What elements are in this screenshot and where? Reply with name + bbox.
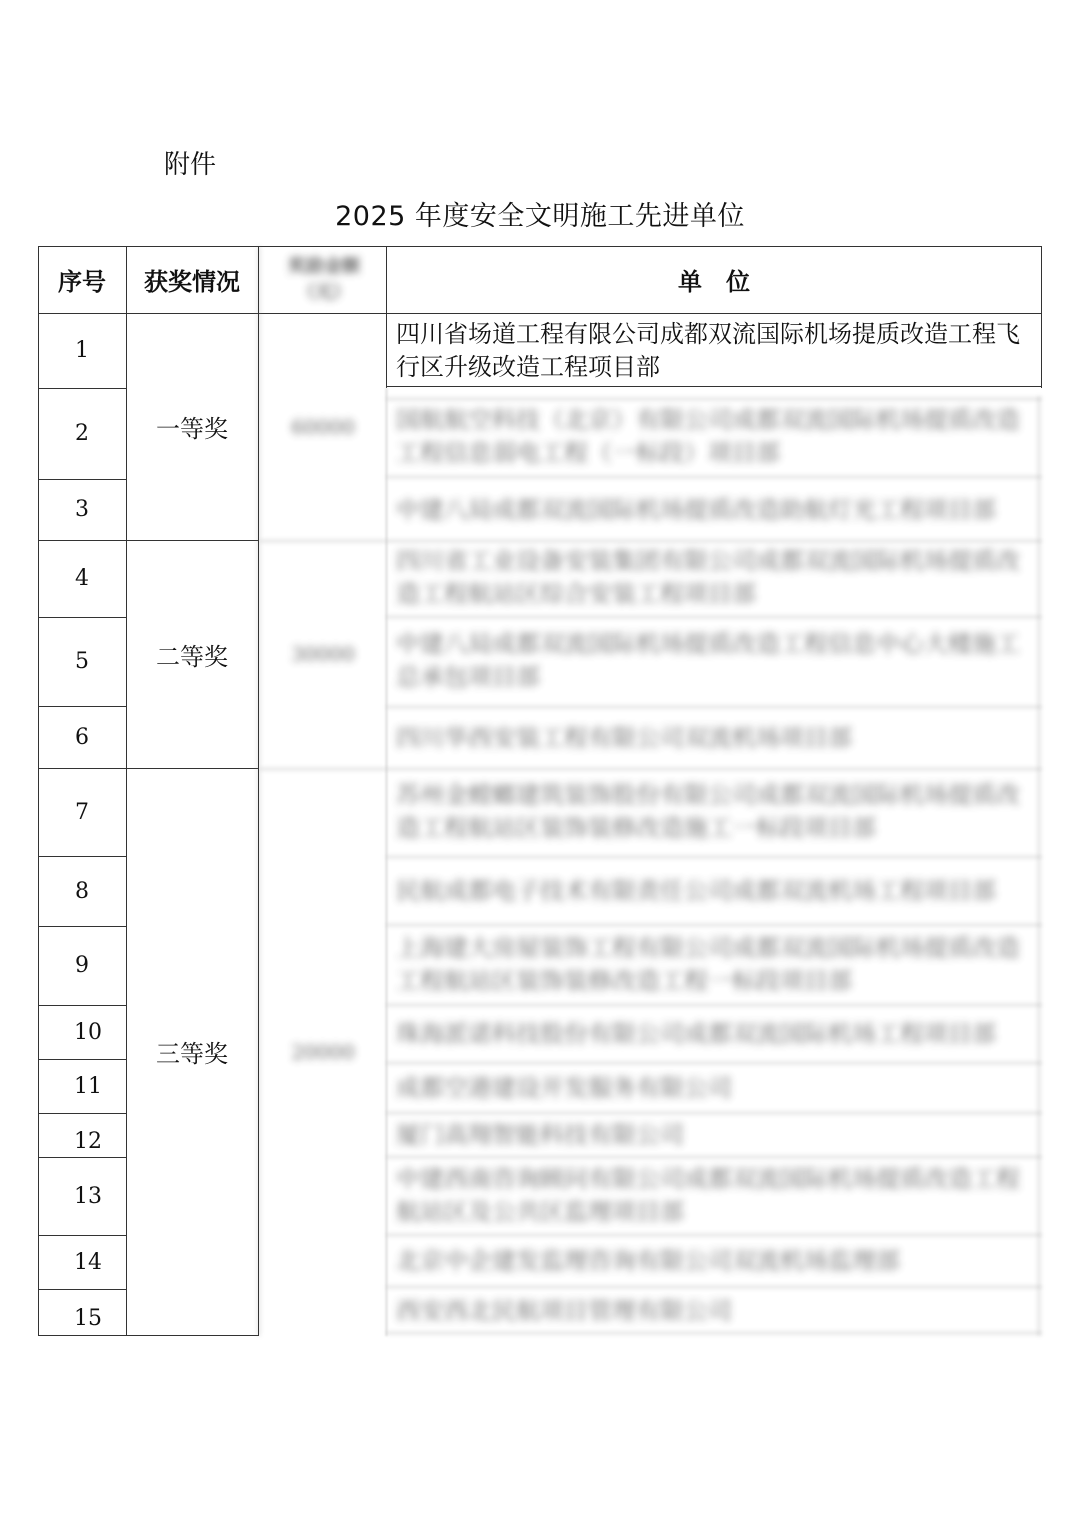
seq-cell: 4 bbox=[75, 566, 89, 591]
unit-name: 中建西南咨询顾问有限公司成都双流国际机场提质改造工程航站区及公共区监理项目部 bbox=[396, 1165, 1020, 1226]
award-level: 一等奖 bbox=[156, 415, 228, 443]
attachment-label: 附件 bbox=[164, 150, 217, 180]
header-unit: 单 位 bbox=[678, 268, 750, 296]
award-level: 三等奖 bbox=[156, 1040, 228, 1068]
seq-cell: 2 bbox=[75, 421, 89, 446]
document-title: 2025 年度安全文明施工先进单位 bbox=[335, 201, 745, 232]
award-amount: 30000 bbox=[291, 642, 355, 666]
header-award: 获奖情况 bbox=[144, 268, 240, 296]
seq-cell: 15 bbox=[74, 1305, 102, 1331]
seq-cell: 8 bbox=[75, 878, 89, 904]
seq-cell: 10 bbox=[74, 1019, 102, 1045]
header-seq: 序号 bbox=[58, 268, 106, 296]
seq-cell: 7 bbox=[75, 799, 89, 825]
seq-cell: 9 bbox=[75, 953, 89, 978]
award-amount: 60000 bbox=[291, 414, 355, 439]
seq-cell: 12 bbox=[74, 1128, 102, 1154]
unit-name: 厦门高翔智能科技有限公司 bbox=[396, 1120, 684, 1149]
unit-name: 四川省场道工程有限公司成都双流国际机场提质改造工程飞行区升级改造工程项目部 bbox=[396, 320, 1020, 381]
header-amount: 奖励金额（元） bbox=[288, 256, 360, 303]
unit-name: 国航航空科技（北京）有限公司成都双流国际机场提质改造工程信息弱电工程（一标段）项目部 bbox=[396, 406, 1020, 467]
unit-name: 民航成都电子技术有限责任公司成都双流机场工程项目部 bbox=[396, 876, 996, 905]
unit-name: 北京中企建发监理咨询有限公司双流机场监理部 bbox=[396, 1246, 900, 1275]
seq-cell: 1 bbox=[75, 338, 89, 363]
awards-table bbox=[38, 246, 1042, 1336]
unit-name: 中建八局成都双流国际机场提质改造助航灯光工程项目部 bbox=[396, 495, 996, 524]
seq-cell: 11 bbox=[74, 1073, 102, 1099]
unit-name: 西安西北民航项目管理有限公司 bbox=[396, 1296, 732, 1325]
seq-cell: 3 bbox=[75, 497, 89, 522]
seq-cell: 14 bbox=[74, 1249, 102, 1275]
unit-name: 四川省工业设备安装集团有限公司成都双流国际机场提质改造工程航站区综合安装工程项目部 bbox=[396, 547, 1020, 608]
seq-cell: 6 bbox=[75, 724, 89, 750]
award-level: 二等奖 bbox=[156, 642, 228, 671]
unit-name: 珠海派诺科技股份有限公司成都双流国际机场工程项目部 bbox=[396, 1019, 996, 1048]
unit-name: 成都空港建设开发服务有限公司 bbox=[396, 1073, 732, 1102]
unit-name: 中建八局成都双流国际机场提质改造工程信息中心大楼施工总承包项目部 bbox=[396, 630, 1020, 691]
unit-name: 苏州金螳螂建筑装饰股份有限公司成都双流国际机场提质改造工程航站区装饰装修改造施工一标段项目部 bbox=[396, 781, 1020, 842]
award-amount: 20000 bbox=[291, 1039, 355, 1064]
unit-name: 四川华西安装工程有限公司双流机场项目部 bbox=[396, 723, 852, 752]
unit-name: 上海建大房屋装饰工程有限公司成都双流国际机场提质改造工程航站区装饰装修改造工程一标段项目部 bbox=[396, 934, 1020, 995]
seq-cell: 5 bbox=[75, 649, 89, 674]
seq-cell: 13 bbox=[74, 1183, 102, 1209]
